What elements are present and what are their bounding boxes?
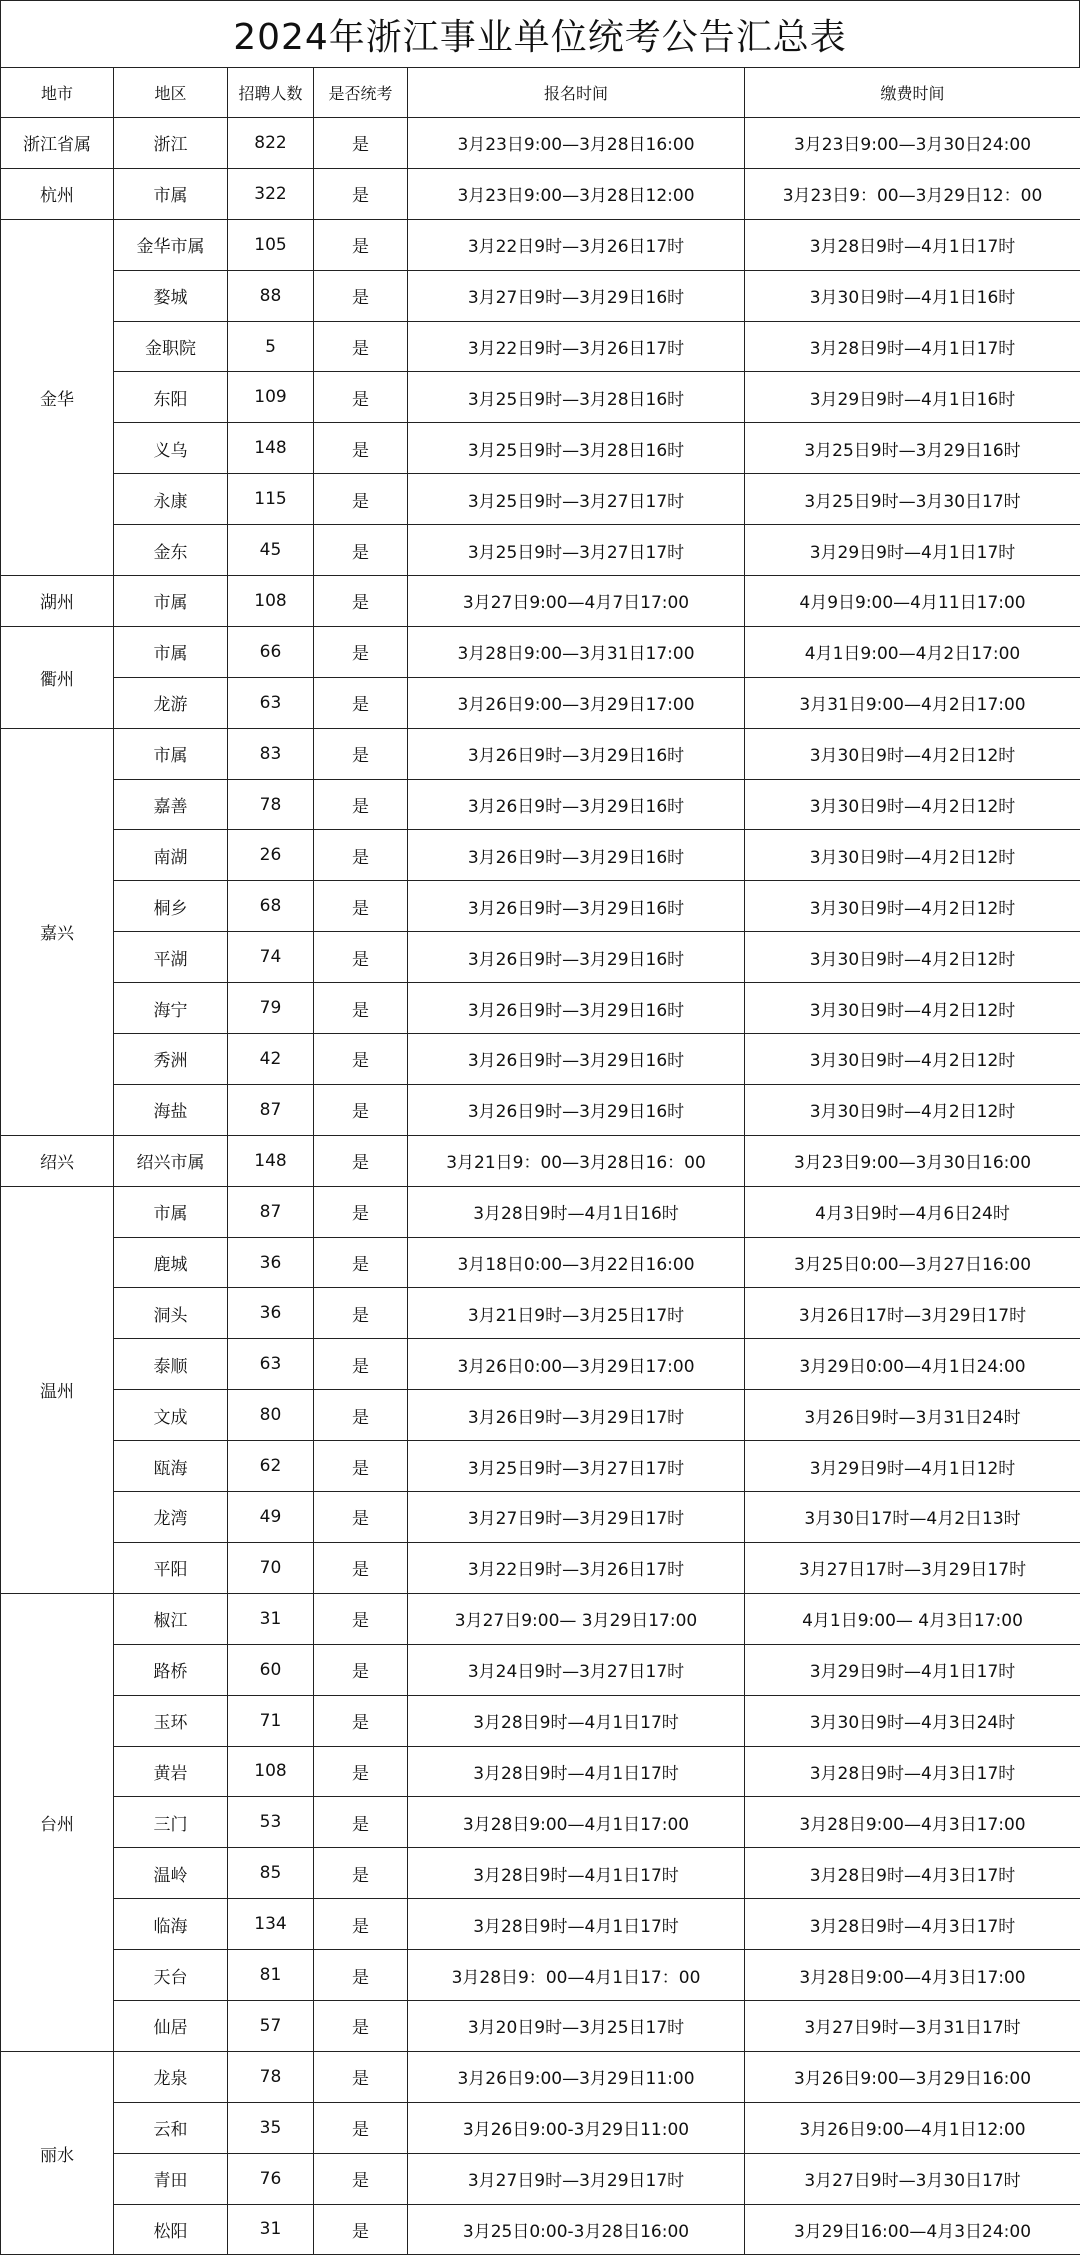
registration-time-cell: 3月27日9:00— 3月29日17:00 <box>408 1593 745 1644</box>
unified-cell: 是 <box>314 626 408 677</box>
area-cell: 金华市属 <box>114 219 228 270</box>
unified-cell: 是 <box>314 677 408 728</box>
registration-time-cell: 3月18日0:00—3月22日16:00 <box>408 1237 745 1288</box>
table-row <box>1 1084 1080 1135</box>
registration-time-cell: 3月28日9:00—4月1日17:00 <box>408 1797 745 1848</box>
count-cell: 76 <box>228 2153 314 2204</box>
unified-cell: 是 <box>314 372 408 423</box>
registration-time-cell: 3月25日9时—3月27日17时 <box>408 474 745 525</box>
count-cell: 87 <box>228 1186 314 1237</box>
count-cell: 49 <box>228 1492 314 1543</box>
payment-time-cell: 3月26日9时—3月31日24时 <box>745 1390 1080 1441</box>
count-cell: 105 <box>228 219 314 270</box>
count-cell: 26 <box>228 830 314 881</box>
payment-time-cell: 3月28日9时—4月3日17时 <box>745 1848 1080 1899</box>
area-cell: 浙江 <box>114 118 228 169</box>
registration-time-cell: 3月26日9时—3月29日16时 <box>408 1084 745 1135</box>
registration-time-cell: 3月27日9时—3月29日16时 <box>408 270 745 321</box>
table-title: 2024年浙江事业单位统考公告汇总表 <box>0 0 1080 67</box>
area-cell: 永康 <box>114 474 228 525</box>
table-row <box>1 2051 1080 2102</box>
count-cell: 322 <box>228 168 314 219</box>
unified-cell: 是 <box>314 1390 408 1441</box>
area-cell: 绍兴市属 <box>114 1135 228 1186</box>
registration-time-cell: 3月25日0:00-3月28日16:00 <box>408 2204 745 2255</box>
area-cell: 市属 <box>114 168 228 219</box>
registration-time-cell: 3月25日9时—3月27日17时 <box>408 1441 745 1492</box>
unified-cell: 是 <box>314 1797 408 1848</box>
payment-time-cell: 3月30日9时—4月2日12时 <box>745 830 1080 881</box>
area-cell: 南湖 <box>114 830 228 881</box>
unified-cell: 是 <box>314 932 408 983</box>
table-row <box>1 168 1080 219</box>
registration-time-cell: 3月25日9时—3月28日16时 <box>408 423 745 474</box>
registration-time-cell: 3月25日9时—3月27日17时 <box>408 525 745 576</box>
city-cell: 湖州 <box>1 576 114 627</box>
unified-cell: 是 <box>314 1084 408 1135</box>
unified-cell: 是 <box>314 2000 408 2051</box>
payment-time-cell: 4月3日9时—4月6日24时 <box>745 1186 1080 1237</box>
unified-cell: 是 <box>314 2153 408 2204</box>
registration-time-cell: 3月21日9：00—3月28日16：00 <box>408 1135 745 1186</box>
payment-time-cell: 3月25日9时—3月30日17时 <box>745 474 1080 525</box>
unified-cell: 是 <box>314 474 408 525</box>
payment-time-cell: 3月23日9：00—3月29日12：00 <box>745 168 1080 219</box>
payment-time-cell: 3月29日0:00—4月1日24:00 <box>745 1339 1080 1390</box>
unified-cell: 是 <box>314 2102 408 2153</box>
count-cell: 35 <box>228 2102 314 2153</box>
unified-cell: 是 <box>314 1186 408 1237</box>
unified-cell: 是 <box>314 219 408 270</box>
count-cell: 83 <box>228 728 314 779</box>
table-row <box>1 1492 1080 1543</box>
table-row <box>1 1746 1080 1797</box>
table-row <box>1 983 1080 1034</box>
registration-time-cell: 3月26日9时—3月29日16时 <box>408 932 745 983</box>
table-row <box>1 1237 1080 1288</box>
payment-time-cell: 3月30日9时—4月2日12时 <box>745 983 1080 1034</box>
count-cell: 53 <box>228 1797 314 1848</box>
unified-cell: 是 <box>314 525 408 576</box>
table-row <box>1 1288 1080 1339</box>
area-cell: 天台 <box>114 1950 228 2001</box>
registration-time-cell: 3月26日9:00-3月29日11:00 <box>408 2102 745 2153</box>
city-cell: 嘉兴 <box>1 728 114 1135</box>
count-cell: 66 <box>228 626 314 677</box>
table-row <box>1 1695 1080 1746</box>
count-cell: 74 <box>228 932 314 983</box>
payment-time-cell: 3月29日9时—4月1日17时 <box>745 1644 1080 1695</box>
area-cell: 桐乡 <box>114 881 228 932</box>
city-cell: 台州 <box>1 1593 114 2051</box>
area-cell: 龙湾 <box>114 1492 228 1543</box>
area-cell: 云和 <box>114 2102 228 2153</box>
payment-time-cell: 3月25日0:00—3月27日16:00 <box>745 1237 1080 1288</box>
recruitment-table <box>0 67 1080 2255</box>
header-row <box>1 68 1080 118</box>
payment-time-cell: 4月1日9:00—4月2日17:00 <box>745 626 1080 677</box>
header-registration-time: 报名时间 <box>408 68 745 118</box>
unified-cell: 是 <box>314 881 408 932</box>
unified-cell: 是 <box>314 1135 408 1186</box>
unified-cell: 是 <box>314 118 408 169</box>
payment-time-cell: 3月30日9时—4月3日24时 <box>745 1695 1080 1746</box>
table-row <box>1 932 1080 983</box>
table-row <box>1 1339 1080 1390</box>
payment-time-cell: 3月30日9时—4月2日12时 <box>745 728 1080 779</box>
table-row <box>1 270 1080 321</box>
count-cell: 87 <box>228 1084 314 1135</box>
table-row <box>1 1644 1080 1695</box>
registration-time-cell: 3月26日9时—3月29日16时 <box>408 983 745 1034</box>
payment-time-cell: 3月28日9时—4月3日17时 <box>745 1899 1080 1950</box>
unified-cell: 是 <box>314 1848 408 1899</box>
count-cell: 78 <box>228 779 314 830</box>
count-cell: 70 <box>228 1542 314 1593</box>
count-cell: 63 <box>228 677 314 728</box>
count-cell: 148 <box>228 1135 314 1186</box>
count-cell: 80 <box>228 1390 314 1441</box>
payment-time-cell: 3月28日9:00—4月3日17:00 <box>745 1797 1080 1848</box>
payment-time-cell: 3月30日9时—4月2日12时 <box>745 779 1080 830</box>
count-cell: 68 <box>228 881 314 932</box>
area-cell: 秀洲 <box>114 1034 228 1085</box>
unified-cell: 是 <box>314 1237 408 1288</box>
payment-time-cell: 3月26日9:00—3月29日16:00 <box>745 2051 1080 2102</box>
count-cell: 45 <box>228 525 314 576</box>
area-cell: 瓯海 <box>114 1441 228 1492</box>
registration-time-cell: 3月26日9:00—3月29日11:00 <box>408 2051 745 2102</box>
unified-cell: 是 <box>314 779 408 830</box>
area-cell: 青田 <box>114 2153 228 2204</box>
table-body <box>1 118 1080 2255</box>
unified-cell: 是 <box>314 1899 408 1950</box>
table-row <box>1 1135 1080 1186</box>
table-row <box>1 219 1080 270</box>
payment-time-cell: 4月1日9:00— 4月3日17:00 <box>745 1593 1080 1644</box>
unified-cell: 是 <box>314 1746 408 1797</box>
city-cell: 杭州 <box>1 168 114 219</box>
area-cell: 海盐 <box>114 1084 228 1135</box>
payment-time-cell: 3月29日9时—4月1日16时 <box>745 372 1080 423</box>
payment-time-cell: 3月26日17时—3月29日17时 <box>745 1288 1080 1339</box>
payment-time-cell: 3月27日9时—3月31日17时 <box>745 2000 1080 2051</box>
unified-cell: 是 <box>314 1034 408 1085</box>
count-cell: 71 <box>228 1695 314 1746</box>
count-cell: 63 <box>228 1339 314 1390</box>
header-payment-time: 缴费时间 <box>745 68 1080 118</box>
registration-time-cell: 3月27日9时—3月29日17时 <box>408 1492 745 1543</box>
registration-time-cell: 3月28日9时—4月1日17时 <box>408 1695 745 1746</box>
area-cell: 金东 <box>114 525 228 576</box>
table-row <box>1 118 1080 169</box>
payment-time-cell: 3月28日9时—4月1日17时 <box>745 321 1080 372</box>
table-row <box>1 423 1080 474</box>
area-cell: 市属 <box>114 626 228 677</box>
unified-cell: 是 <box>314 2051 408 2102</box>
header-city: 地市 <box>1 68 114 118</box>
count-cell: 81 <box>228 1950 314 2001</box>
count-cell: 60 <box>228 1644 314 1695</box>
header-unified: 是否统考 <box>314 68 408 118</box>
table-row <box>1 1034 1080 1085</box>
header-area: 地区 <box>114 68 228 118</box>
registration-time-cell: 3月22日9时—3月26日17时 <box>408 1542 745 1593</box>
count-cell: 5 <box>228 321 314 372</box>
city-cell: 浙江省属 <box>1 118 114 169</box>
count-cell: 115 <box>228 474 314 525</box>
area-cell: 嘉善 <box>114 779 228 830</box>
registration-time-cell: 3月26日9时—3月29日16时 <box>408 779 745 830</box>
area-cell: 温岭 <box>114 1848 228 1899</box>
area-cell: 鹿城 <box>114 1237 228 1288</box>
unified-cell: 是 <box>314 576 408 627</box>
payment-time-cell: 3月30日17时—4月2日13时 <box>745 1492 1080 1543</box>
city-cell: 金华 <box>1 219 114 575</box>
unified-cell: 是 <box>314 1492 408 1543</box>
payment-time-cell: 3月31日9:00—4月2日17:00 <box>745 677 1080 728</box>
table-row <box>1 1542 1080 1593</box>
payment-time-cell: 3月26日9:00—4月1日12:00 <box>745 2102 1080 2153</box>
unified-cell: 是 <box>314 728 408 779</box>
count-cell: 108 <box>228 576 314 627</box>
area-cell: 平阳 <box>114 1542 228 1593</box>
payment-time-cell: 3月29日9时—4月1日17时 <box>745 525 1080 576</box>
table-row <box>1 2000 1080 2051</box>
unified-cell: 是 <box>314 1950 408 2001</box>
registration-time-cell: 3月22日9时—3月26日17时 <box>408 321 745 372</box>
count-cell: 134 <box>228 1899 314 1950</box>
table-row <box>1 321 1080 372</box>
city-cell: 丽水 <box>1 2051 114 2255</box>
payment-time-cell: 3月29日16:00—4月3日24:00 <box>745 2204 1080 2255</box>
area-cell: 市属 <box>114 728 228 779</box>
table-row <box>1 881 1080 932</box>
area-cell: 文成 <box>114 1390 228 1441</box>
area-cell: 婺城 <box>114 270 228 321</box>
area-cell: 海宁 <box>114 983 228 1034</box>
area-cell: 龙泉 <box>114 2051 228 2102</box>
payment-time-cell: 3月28日9时—4月3日17时 <box>745 1746 1080 1797</box>
area-cell: 市属 <box>114 576 228 627</box>
registration-time-cell: 3月22日9时—3月26日17时 <box>408 219 745 270</box>
unified-cell: 是 <box>314 1644 408 1695</box>
table-row <box>1 576 1080 627</box>
registration-time-cell: 3月26日9时—3月29日16时 <box>408 830 745 881</box>
area-cell: 仙居 <box>114 2000 228 2051</box>
city-cell: 衢州 <box>1 626 114 728</box>
count-cell: 822 <box>228 118 314 169</box>
table-row <box>1 1797 1080 1848</box>
payment-time-cell: 3月30日9时—4月2日12时 <box>745 932 1080 983</box>
registration-time-cell: 3月28日9时—4月1日17时 <box>408 1848 745 1899</box>
unified-cell: 是 <box>314 423 408 474</box>
payment-time-cell: 3月30日9时—4月2日12时 <box>745 1034 1080 1085</box>
count-cell: 85 <box>228 1848 314 1899</box>
payment-time-cell: 3月25日9时—3月29日16时 <box>745 423 1080 474</box>
count-cell: 36 <box>228 1288 314 1339</box>
unified-cell: 是 <box>314 1339 408 1390</box>
registration-time-cell: 3月26日9时—3月29日16时 <box>408 881 745 932</box>
unified-cell: 是 <box>314 1593 408 1644</box>
payment-time-cell: 3月30日9时—4月2日12时 <box>745 881 1080 932</box>
unified-cell: 是 <box>314 270 408 321</box>
payment-time-cell: 3月27日9时—3月30日17时 <box>745 2153 1080 2204</box>
unified-cell: 是 <box>314 1542 408 1593</box>
table-row <box>1 525 1080 576</box>
unified-cell: 是 <box>314 830 408 881</box>
count-cell: 88 <box>228 270 314 321</box>
registration-time-cell: 3月26日9:00—3月29日17:00 <box>408 677 745 728</box>
table-row <box>1 1848 1080 1899</box>
count-cell: 31 <box>228 1593 314 1644</box>
area-cell: 松阳 <box>114 2204 228 2255</box>
city-cell: 绍兴 <box>1 1135 114 1186</box>
area-cell: 东阳 <box>114 372 228 423</box>
unified-cell: 是 <box>314 321 408 372</box>
table-row <box>1 474 1080 525</box>
registration-time-cell: 3月27日9:00—4月7日17:00 <box>408 576 745 627</box>
registration-time-cell: 3月24日9时—3月27日17时 <box>408 1644 745 1695</box>
area-cell: 三门 <box>114 1797 228 1848</box>
count-cell: 31 <box>228 2204 314 2255</box>
payment-time-cell: 3月30日9时—4月2日12时 <box>745 1084 1080 1135</box>
area-cell: 黄岩 <box>114 1746 228 1797</box>
unified-cell: 是 <box>314 1288 408 1339</box>
table-row <box>1 626 1080 677</box>
area-cell: 市属 <box>114 1186 228 1237</box>
table-row <box>1 677 1080 728</box>
table-row <box>1 1186 1080 1237</box>
area-cell: 椒江 <box>114 1593 228 1644</box>
registration-time-cell: 3月28日9时—4月1日16时 <box>408 1186 745 1237</box>
registration-time-cell: 3月26日0:00—3月29日17:00 <box>408 1339 745 1390</box>
table-row <box>1 1950 1080 2001</box>
count-cell: 42 <box>228 1034 314 1085</box>
payment-time-cell: 3月27日17时—3月29日17时 <box>745 1542 1080 1593</box>
registration-time-cell: 3月20日9时—3月25日17时 <box>408 2000 745 2051</box>
registration-time-cell: 3月26日9时—3月29日16时 <box>408 728 745 779</box>
unified-cell: 是 <box>314 2204 408 2255</box>
registration-time-cell: 3月25日9时—3月28日16时 <box>408 372 745 423</box>
registration-time-cell: 3月27日9时—3月29日17时 <box>408 2153 745 2204</box>
area-cell: 玉环 <box>114 1695 228 1746</box>
registration-time-cell: 3月23日9:00—3月28日16:00 <box>408 118 745 169</box>
count-cell: 62 <box>228 1441 314 1492</box>
area-cell: 洞头 <box>114 1288 228 1339</box>
unified-cell: 是 <box>314 983 408 1034</box>
count-cell: 108 <box>228 1746 314 1797</box>
payment-time-cell: 4月9日9:00—4月11日17:00 <box>745 576 1080 627</box>
count-cell: 79 <box>228 983 314 1034</box>
registration-time-cell: 3月28日9时—4月1日17时 <box>408 1746 745 1797</box>
registration-time-cell: 3月28日9：00—4月1日17：00 <box>408 1950 745 2001</box>
unified-cell: 是 <box>314 1441 408 1492</box>
area-cell: 龙游 <box>114 677 228 728</box>
registration-time-cell: 3月28日9:00—3月31日17:00 <box>408 626 745 677</box>
table-row <box>1 779 1080 830</box>
header-count: 招聘人数 <box>228 68 314 118</box>
payment-time-cell: 3月28日9时—4月1日17时 <box>745 219 1080 270</box>
table-row <box>1 372 1080 423</box>
unified-cell: 是 <box>314 1695 408 1746</box>
count-cell: 57 <box>228 2000 314 2051</box>
registration-time-cell: 3月28日9时—4月1日17时 <box>408 1899 745 1950</box>
area-cell: 平湖 <box>114 932 228 983</box>
count-cell: 148 <box>228 423 314 474</box>
payment-time-cell: 3月30日9时—4月1日16时 <box>745 270 1080 321</box>
table-row <box>1 728 1080 779</box>
unified-cell: 是 <box>314 168 408 219</box>
registration-time-cell: 3月23日9:00—3月28日12:00 <box>408 168 745 219</box>
city-cell: 温州 <box>1 1186 114 1593</box>
payment-time-cell: 3月23日9:00—3月30日24:00 <box>745 118 1080 169</box>
table-row <box>1 1390 1080 1441</box>
area-cell: 泰顺 <box>114 1339 228 1390</box>
payment-time-cell: 3月29日9时—4月1日12时 <box>745 1441 1080 1492</box>
count-cell: 78 <box>228 2051 314 2102</box>
registration-time-cell: 3月26日9时—3月29日16时 <box>408 1034 745 1085</box>
table-row <box>1 1593 1080 1644</box>
table-row <box>1 2153 1080 2204</box>
registration-time-cell: 3月26日9时—3月29日17时 <box>408 1390 745 1441</box>
count-cell: 109 <box>228 372 314 423</box>
area-cell: 义乌 <box>114 423 228 474</box>
table-row <box>1 830 1080 881</box>
area-cell: 金职院 <box>114 321 228 372</box>
area-cell: 路桥 <box>114 1644 228 1695</box>
table-row <box>1 2102 1080 2153</box>
payment-time-cell: 3月23日9:00—3月30日16:00 <box>745 1135 1080 1186</box>
table-row <box>1 1441 1080 1492</box>
payment-time-cell: 3月28日9:00—4月3日17:00 <box>745 1950 1080 2001</box>
registration-time-cell: 3月21日9时—3月25日17时 <box>408 1288 745 1339</box>
count-cell: 36 <box>228 1237 314 1288</box>
table-row <box>1 2204 1080 2255</box>
table-row <box>1 1899 1080 1950</box>
area-cell: 临海 <box>114 1899 228 1950</box>
